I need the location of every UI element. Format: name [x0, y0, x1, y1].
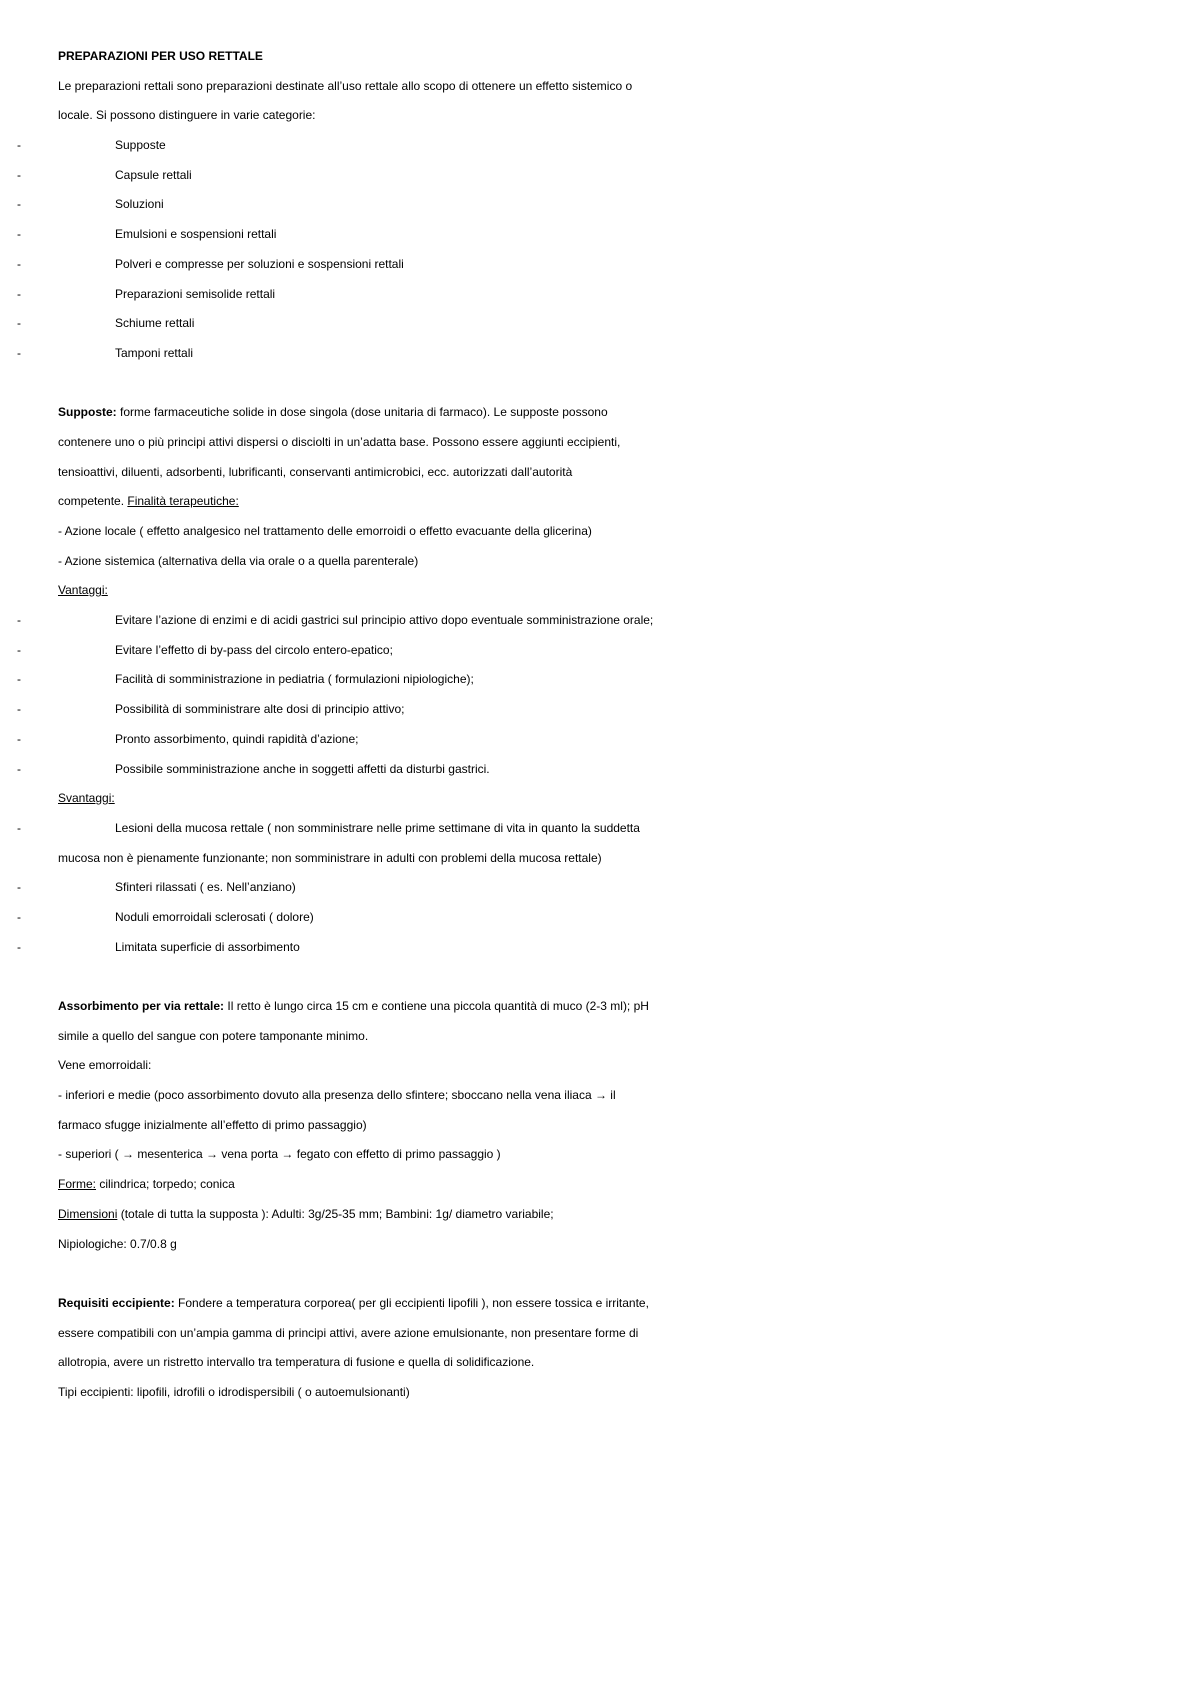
bullet-dash: - — [17, 613, 21, 628]
paragraph-line: Nipiologiche: 0.7/0.8 g — [58, 1236, 177, 1251]
paragraph-line: Vene emorroidali: — [58, 1058, 152, 1073]
bullet-dash: - — [17, 672, 21, 687]
blank-line — [0, 1259, 1200, 1289]
list-item: - Polveri e compresse per soluzioni e sospensioni rettali — [0, 250, 1200, 280]
list-item: - Limitata superficie di assorbimento — [0, 933, 1200, 963]
list-item: - Supposte — [0, 131, 1200, 161]
bullet-dash: - — [17, 820, 21, 835]
list-item: - Preparazioni semisolide rettali — [0, 280, 1200, 310]
blank-line — [0, 962, 1200, 992]
paragraph-line: Assorbimento per via rettale: Il retto è lungo circa 15 cm e contiene una piccola quantità di muco (2-3 ml); pH — [58, 999, 649, 1013]
paragraph-line: essere compatibili con un’ampia gamma di principi attivi, avere azione emulsionante, non presentare forme di — [58, 1325, 639, 1340]
bullet-dash: - — [17, 197, 21, 212]
list-item: - Noduli emorroidali sclerosati ( dolore) — [0, 903, 1200, 933]
list-item: - Possibilità di somministrare alte dosi di principio attivo; — [0, 695, 1200, 725]
paragraph-line: simile a quello del sangue con potere tamponante minimo. — [58, 1028, 369, 1043]
section-label: Requisiti eccipiente: — [58, 1295, 175, 1310]
list-item: - Soluzioni — [0, 190, 1200, 220]
bullet-dash: - — [17, 909, 21, 924]
paragraph-line: - superiori ( → mesenterica → vena porta → fegato con effetto di primo passaggio ) — [58, 1147, 501, 1162]
bullet-dash: - — [17, 138, 21, 153]
intro-line: Le preparazioni rettali sono preparazioni destinate all’uso rettale allo scopo di ottenere un effetto sistemico o — [58, 78, 633, 93]
subheading-line — [0, 784, 1200, 814]
bullet-dash: - — [17, 761, 21, 776]
subheading: Vantaggi: — [58, 583, 108, 598]
bullet-dash: - — [17, 316, 21, 331]
list-item: - Lesioni della mucosa rettale ( non somministrare nelle prime settimane di vita in quanto la suddetta — [0, 814, 1200, 844]
subheading: Forme: — [58, 1177, 97, 1192]
subheading: Dimensioni — [58, 1206, 118, 1221]
paragraph-line: Supposte: forme farmaceutiche solide in dose singola (dose unitaria di farmaco). Le supposte possono — [58, 405, 608, 420]
bullet-dash: - — [17, 731, 21, 746]
paragraph-line: allotropia, avere un ristretto intervallo tra temperatura di fusione e quella di solidificazione. — [58, 1355, 535, 1370]
list-item: - Emulsioni e sospensioni rettali — [0, 220, 1200, 250]
bullet-dash: - — [17, 702, 21, 717]
paragraph-line: competente. Finalità terapeutiche: — [58, 494, 239, 509]
subheading: Finalità terapeutiche: — [127, 494, 239, 509]
subheading-line — [0, 576, 1200, 606]
bullet-dash: - — [17, 880, 21, 895]
list-item: - Pronto assorbimento, quindi rapidità d’azione; — [0, 725, 1200, 755]
list-item: - Tamponi rettali — [0, 339, 1200, 369]
paragraph-line: Requisiti eccipiente: Fondere a temperatura corporea( per gli eccipienti lipofili ), non essere tossica e irritante, — [58, 1295, 649, 1310]
section-label: Assorbimento per via rettale: — [58, 999, 225, 1013]
bullet-dash: - — [17, 286, 21, 301]
paragraph-line: Tipi eccipienti: lipofili, idrofili o idrodispersibili ( o autoemulsionanti) — [58, 1384, 410, 1399]
bullet-dash: - — [17, 256, 21, 271]
assorbimento-section — [0, 992, 1200, 1259]
paragraph-line: Dimensioni (totale di tutta la supposta ): Adulti: 3g/25-35 mm; Bambini: 1g/ diametro variabile; — [58, 1206, 554, 1221]
bullet-dash: - — [17, 167, 21, 182]
paragraph-line: - inferiori e medie (poco assorbimento dovuto alla presenza dello sfintere; sboccano nella vena iliaca → il — [58, 1088, 616, 1103]
bullet-dash: - — [17, 939, 21, 954]
list-item: - Evitare l’azione di enzimi e di acidi gastrici sul principio attivo dopo eventuale somministrazione orale; — [0, 606, 1200, 636]
document-title: PREPARAZIONI PER USO RETTALE — [58, 49, 263, 63]
list-item-continuation: mucosa non è pienamente funzionante; non somministrare in adulti con problemi della mucosa rettale) — [58, 850, 602, 865]
blank-line — [0, 369, 1200, 399]
list-item: - Possibile somministrazione anche in soggetti affetti da disturbi gastrici. — [0, 755, 1200, 785]
section-label: Supposte: — [58, 405, 117, 420]
document-page — [0, 42, 1200, 1408]
paragraph-line: - Azione sistemica (alternativa della via orale o a quella parenterale) — [58, 553, 419, 568]
list-item: - Facilità di somministrazione in pediatria ( formulazioni nipiologiche); — [0, 665, 1200, 695]
bullet-dash: - — [17, 642, 21, 657]
list-item: - Schiume rettali — [0, 309, 1200, 339]
list-item: - Evitare l’effetto di by-pass del circolo entero-epatico; — [0, 636, 1200, 666]
paragraph-line: tensioattivi, diluenti, adsorbenti, lubrificanti, conservanti antimicrobici, ecc. autorizzati dall’autorità — [58, 464, 573, 479]
paragraph-line: contenere uno o più principi attivi dispersi o disciolti in un’adatta base. Possono essere aggiunti eccipienti, — [58, 434, 621, 449]
supposte-section — [0, 398, 1200, 962]
list-item: - Sfinteri rilassati ( es. Nell’anziano) — [0, 873, 1200, 903]
category-list — [0, 131, 1200, 369]
paragraph-line: farmaco sfugge inizialmente all’effetto di primo passaggio) — [58, 1117, 367, 1132]
paragraph-line: - Azione locale ( effetto analgesico nel trattamento delle emorroidi o effetto evacuante della glicerina) — [58, 524, 592, 538]
paragraph-line: Forme: cilindrica; torpedo; conica — [58, 1177, 235, 1192]
bullet-dash: - — [17, 345, 21, 360]
intro-line: locale. Si possono distinguere in varie categorie: — [58, 108, 316, 123]
list-item: - Capsule rettali — [0, 161, 1200, 191]
bullet-dash: - — [17, 227, 21, 242]
document-title-line — [0, 42, 1200, 72]
subheading: Svantaggi: — [58, 791, 115, 806]
requisiti-section — [0, 1289, 1200, 1408]
